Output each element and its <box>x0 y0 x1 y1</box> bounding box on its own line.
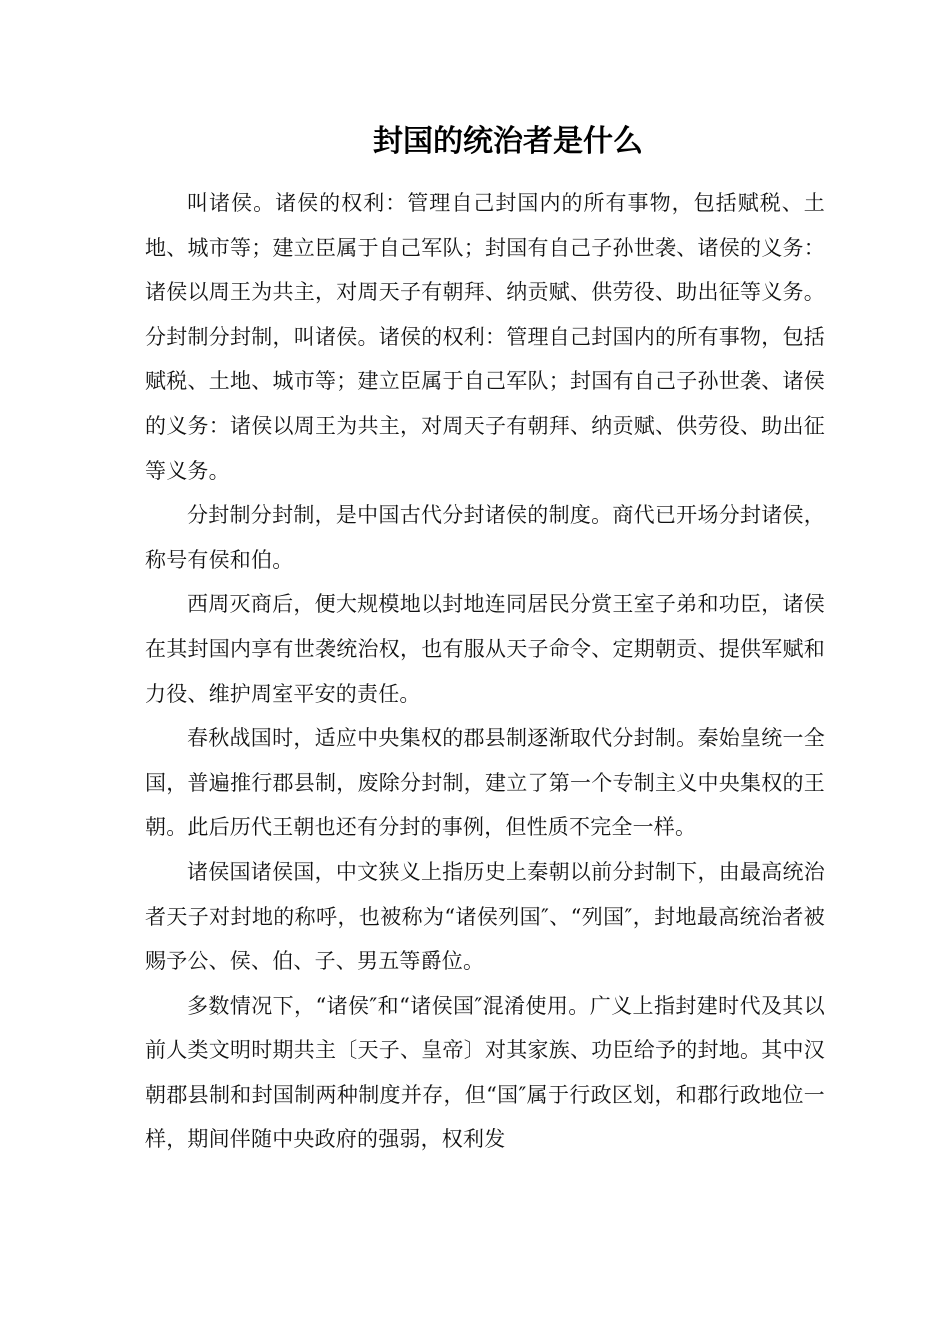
paragraph: 诸侯国诸侯国，中文狭义上指历史上秦朝以前分封制下，由最高统治者天子对封地的称呼，也被称为“诸侯列国″、“列国″，封地最高统治者被赐予公、侯、伯、子、男五等爵位。 <box>145 859 825 974</box>
document-body <box>145 181 825 1162</box>
paragraph: 叫诸侯。诸侯的权利：管理自己封国内的所有事物，包括赋税、土地、城市等；建立臣属于自己军队；封国有自己子孙世袭、诸侯的义务：诸侯以周王为共主，对周天子有朝拜、纳贡赋、供劳役、助出征等义务。分封制分封制，叫诸侯。诸侯的权利：管理自己封国内的所有事物，包括赋税、土地、城市等；建立臣属于自己军队；封国有自己子孙世袭、诸侯的义务：诸侯以周王为共主，对周天子有朝拜、纳贡赋、供劳役、助出征等义务。 <box>145 191 825 483</box>
paragraph: 西周灭商后，便大规模地以封地连同居民分赏王室子弟和功臣，诸侯在其封国内享有世袭统治权，也有服从天子命令、定期朝贡、提供军赋和力役、维护周室平安的责任。 <box>145 592 825 706</box>
paragraph: 春秋战国时，适应中央集权的郡县制逐渐取代分封制。秦始皇统一全国，普遍推行郡县制，废除分封制，建立了第一个专制主义中央集权的王朝。此后历代王朝也还有分封的事例，但性质不完全一样。 <box>145 726 825 840</box>
document-title: 封国的统治者是什么 <box>373 124 643 159</box>
paragraph: 分封制分封制，是中国古代分封诸侯的制度。商代已开场分封诸侯，称号有侯和伯。 <box>145 503 825 572</box>
paragraph: 多数情况下，“诸侯″和“诸侯国″混淆使用。广义上指封建时代及其以前人类文明时期共主〔天子、皇帝〕对其家族、功臣给予的封地。其中汉朝郡县制和封国制两种制度并存，但“国″属于行政区划，和郡行政地位一样，期间伴随中央政府的强弱，权利发 <box>145 993 825 1152</box>
